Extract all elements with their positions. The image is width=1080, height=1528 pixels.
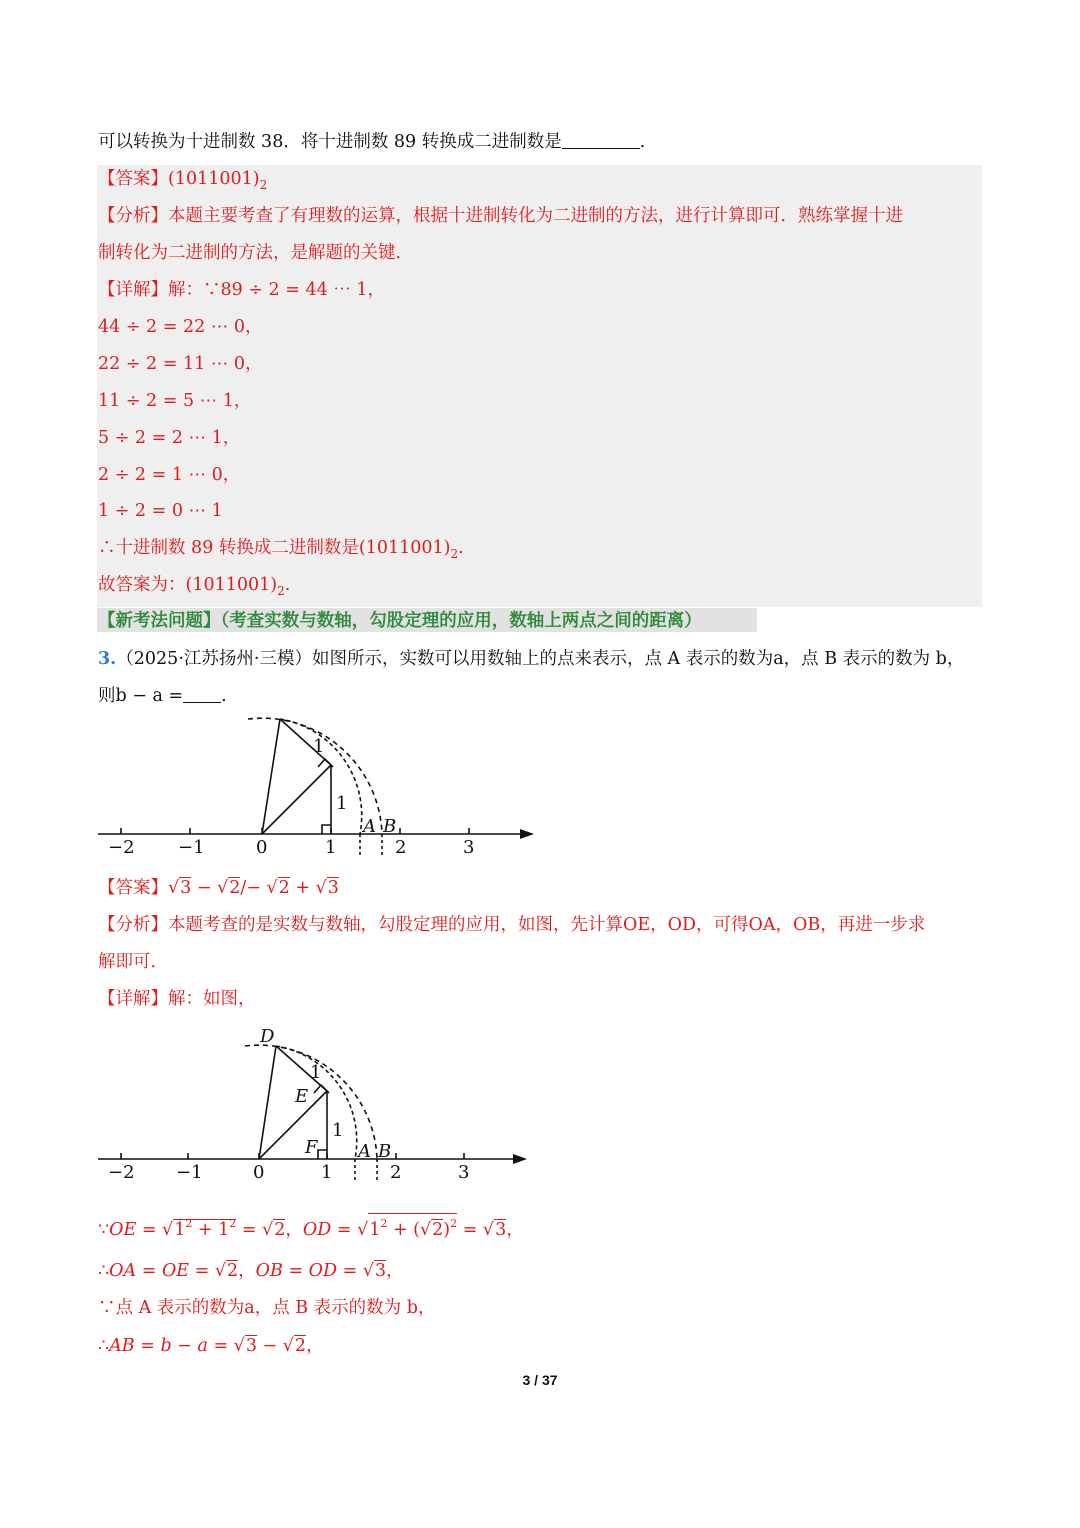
axis-arrow [513, 1154, 527, 1164]
detail-2-first: 【详解】解：∵89 ÷ 2 = 44 ⋯ 1， [98, 280, 386, 300]
tick-label: 0 [256, 837, 268, 858]
question-3-line1: 3.（2025·江苏扬州·三模）如图所示，实数可以用数轴上的点来表示，点 A 表示的数为a，点 B 表示的数为 b， [98, 649, 965, 669]
segment-label: 1 [336, 793, 348, 814]
tick-label: −1 [178, 837, 205, 858]
tick-label: 2 [390, 1162, 402, 1183]
division-step: 11 ÷ 2 = 5 ⋯ 1， [98, 391, 252, 411]
answer-2-line: 【答案】$(1011001)_2$ [98, 169, 268, 192]
tick-label: 1 [325, 837, 337, 858]
point-label-B: B [378, 1141, 392, 1162]
conclusion-2: ∴十进制数 89 转换成二进制数是$(1011001)_2$. [98, 538, 464, 561]
point-label-E: E [295, 1086, 309, 1107]
division-step: 2 ÷ 2 = 1 ⋯ 0， [98, 465, 241, 485]
point-label-D: D [260, 1026, 275, 1047]
tick-label: −2 [108, 837, 135, 858]
segment-label: 1 [313, 736, 325, 757]
analysis-3-line1: 【分析】本题考查的是实数与数轴，勾股定理的应用，如图，先计算OE，OD，可得OA，OB，再进一步求 [98, 915, 926, 935]
point-label-B: B [383, 816, 397, 837]
right-angle-mark [322, 825, 331, 834]
analysis-2-line2: 制转化为二进制的方法，是解题的关键． [98, 243, 413, 263]
division-step: 22 ÷ 2 = 11 ⋯ 0， [98, 354, 263, 374]
question-number: 3. [98, 649, 117, 669]
tick-label: 1 [321, 1162, 333, 1183]
tick-label: 0 [253, 1162, 265, 1183]
formula-AB: ∴AB = b − a = √3 − √2， [98, 1336, 324, 1356]
question-3-line2: 则b − a = . [98, 686, 227, 706]
point-definition: ∵点 A 表示的数为a，点 B 表示的数为 b， [98, 1298, 436, 1318]
question-2-tail: 可以转换为十进制数 38．将十进制数 89 转换成二进制数是 . [98, 132, 646, 152]
answer-3-line: 【答案】√3 − √2/− √2 + √3 [98, 878, 339, 898]
segment-OD [262, 719, 280, 834]
segment-OD [259, 1046, 276, 1159]
tick-label: 3 [458, 1162, 470, 1183]
segment-label: 1 [332, 1120, 344, 1141]
point-label-F: F [305, 1137, 318, 1158]
segment-OE [262, 765, 331, 834]
segment-label: 1 [310, 1062, 322, 1083]
analysis-2-line1: 【分析】本题主要考查了有理数的运算，根据十进制转化为二进制的方法，进行计算即可．熟练掌握十进 [98, 206, 903, 226]
section-tag: 【新考法问题】（考查实数与数轴，勾股定理的应用，数轴上两点之间的距离） [98, 611, 702, 631]
point-label-A: A [363, 816, 376, 837]
final-answer-2: 故答案为：$(1011001)_2$. [98, 575, 291, 598]
tick-label: −2 [108, 1162, 135, 1183]
answer-3-expression: √3 − √2/− √2 + √3 [168, 878, 339, 898]
right-angle-mark [318, 1150, 327, 1159]
right-angle-mark [318, 759, 333, 767]
tick-label: −1 [176, 1162, 203, 1183]
right-angle-mark [314, 1085, 329, 1093]
point-label-A: A [358, 1141, 371, 1162]
detail-3-first: 【详解】解：如图， [98, 989, 256, 1009]
division-step: 44 ÷ 2 = 22 ⋯ 0， [98, 317, 263, 337]
page-number: 3 / 37 [522, 1372, 558, 1388]
analysis-3-line2: 解即可． [98, 952, 168, 972]
tick-label: 2 [395, 837, 407, 858]
formula-OE-OD: ∵OE = $√1^2 + 1^2 = √2$，OD = $√1^2 + (√2)^2 = √3$， [98, 1213, 524, 1241]
axis-arrow [520, 829, 534, 839]
formula-OA-OB: ∴OA = OE = √2，OB = OD = √3， [98, 1261, 404, 1281]
division-step: 5 ÷ 2 = 2 ⋯ 1， [98, 428, 241, 448]
division-step: 1 ÷ 2 = 0 ⋯ 1 [98, 501, 223, 521]
tick-label: 3 [463, 837, 475, 858]
